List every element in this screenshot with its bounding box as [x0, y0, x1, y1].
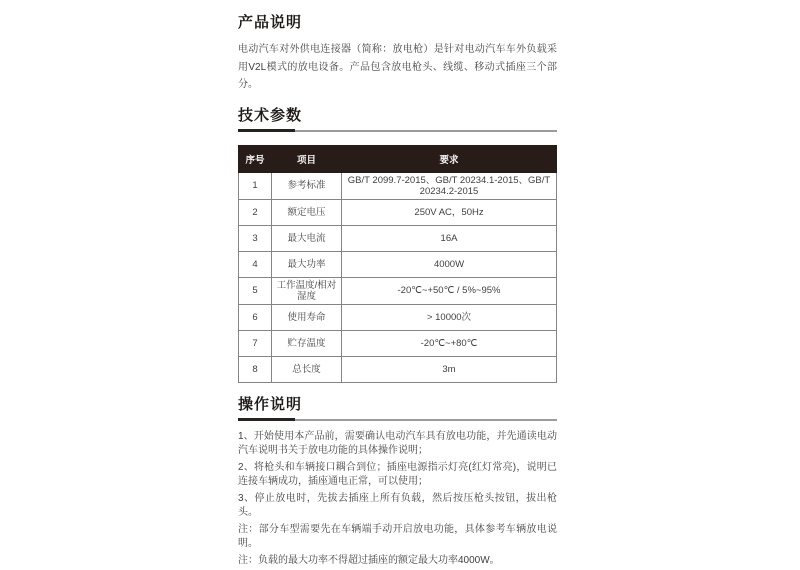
- operation-steps: [238, 430, 557, 569]
- spec-table-head: [239, 145, 557, 172]
- cell-no: 2: [239, 199, 272, 225]
- cell-no: 6: [239, 304, 272, 330]
- section-title-operation: 操作说明: [238, 395, 303, 413]
- cell-req: 4000W: [342, 251, 557, 277]
- cell-req: 250V AC，50Hz: [342, 199, 557, 225]
- cell-no: 3: [239, 225, 272, 251]
- spec-table-header-row: [239, 145, 557, 172]
- product-description: 电动汽车对外供电连接器（简称：放电枪）是针对电动汽车车外负载采用V2L模式的放电设备。产品包含放电枪头、线缆、移动式插座三个部分。: [238, 44, 557, 90]
- cell-no: 1: [239, 172, 272, 199]
- table-row: [239, 251, 557, 277]
- heading-rule: [238, 419, 557, 421]
- cell-item: 参考标准: [272, 172, 342, 199]
- cell-no: 5: [239, 277, 272, 304]
- spec-table: [238, 145, 557, 383]
- cell-item: 使用寿命: [272, 304, 342, 330]
- heading-rule: [238, 130, 557, 132]
- cell-req: > 10000次: [342, 304, 557, 330]
- table-row: [239, 172, 557, 199]
- operation-step: 注：负载的最大功率不得超过插座的额定最大功率4000W。: [238, 554, 500, 566]
- table-row: [239, 199, 557, 225]
- cell-no: 4: [239, 251, 272, 277]
- cell-no: 7: [239, 330, 272, 356]
- spec-table-body: [239, 172, 557, 382]
- operation-step: 注：部分车型需要先在车辆端手动开启放电功能，具体参考车辆放电说明。: [238, 523, 557, 549]
- cell-req: 3m: [342, 356, 557, 382]
- operation-step: 2、将枪头和车辆接口耦合到位；插座电源指示灯亮(红灯常亮)，说明已连接车辆成功，插座通电正常，可以使用；: [238, 461, 557, 487]
- table-header-req: 要求: [342, 145, 557, 172]
- table-header-no: 序号: [239, 145, 272, 172]
- manual-content: [238, 14, 557, 570]
- table-row: [239, 277, 557, 304]
- cell-no: 8: [239, 356, 272, 382]
- section-title-specs: 技术参数: [238, 106, 303, 124]
- table-row: [239, 330, 557, 356]
- table-row: [239, 304, 557, 330]
- cell-req: GB/T 2099.7-2015、GB/T 20234.1-2015、GB/T 20234.2-2015: [342, 172, 557, 199]
- cell-req: -20℃~+80℃: [342, 330, 557, 356]
- section-title-product: 产品说明: [238, 14, 303, 31]
- cell-item: 总长度: [272, 356, 342, 382]
- cell-req: -20℃~+50℃ / 5%~95%: [342, 277, 557, 304]
- cell-item: 最大电流: [272, 225, 342, 251]
- table-row: [239, 356, 557, 382]
- operation-step: 3、停止放电时，先拔去插座上所有负载，然后按压枪头按钮，拔出枪头。: [238, 492, 557, 518]
- cell-item: 额定电压: [272, 199, 342, 225]
- cell-item: 工作温度/相对湿度: [272, 277, 342, 304]
- cell-item: 最大功率: [272, 251, 342, 277]
- cell-item: 贮存温度: [272, 330, 342, 356]
- operation-step: 1、开始使用本产品前，需要确认电动汽车具有放电功能，并先通读电动汽车说明书关于放电功能的具体操作说明；: [238, 430, 557, 456]
- table-row: [239, 225, 557, 251]
- cell-req: 16A: [342, 225, 557, 251]
- table-header-item: 项目: [272, 145, 342, 172]
